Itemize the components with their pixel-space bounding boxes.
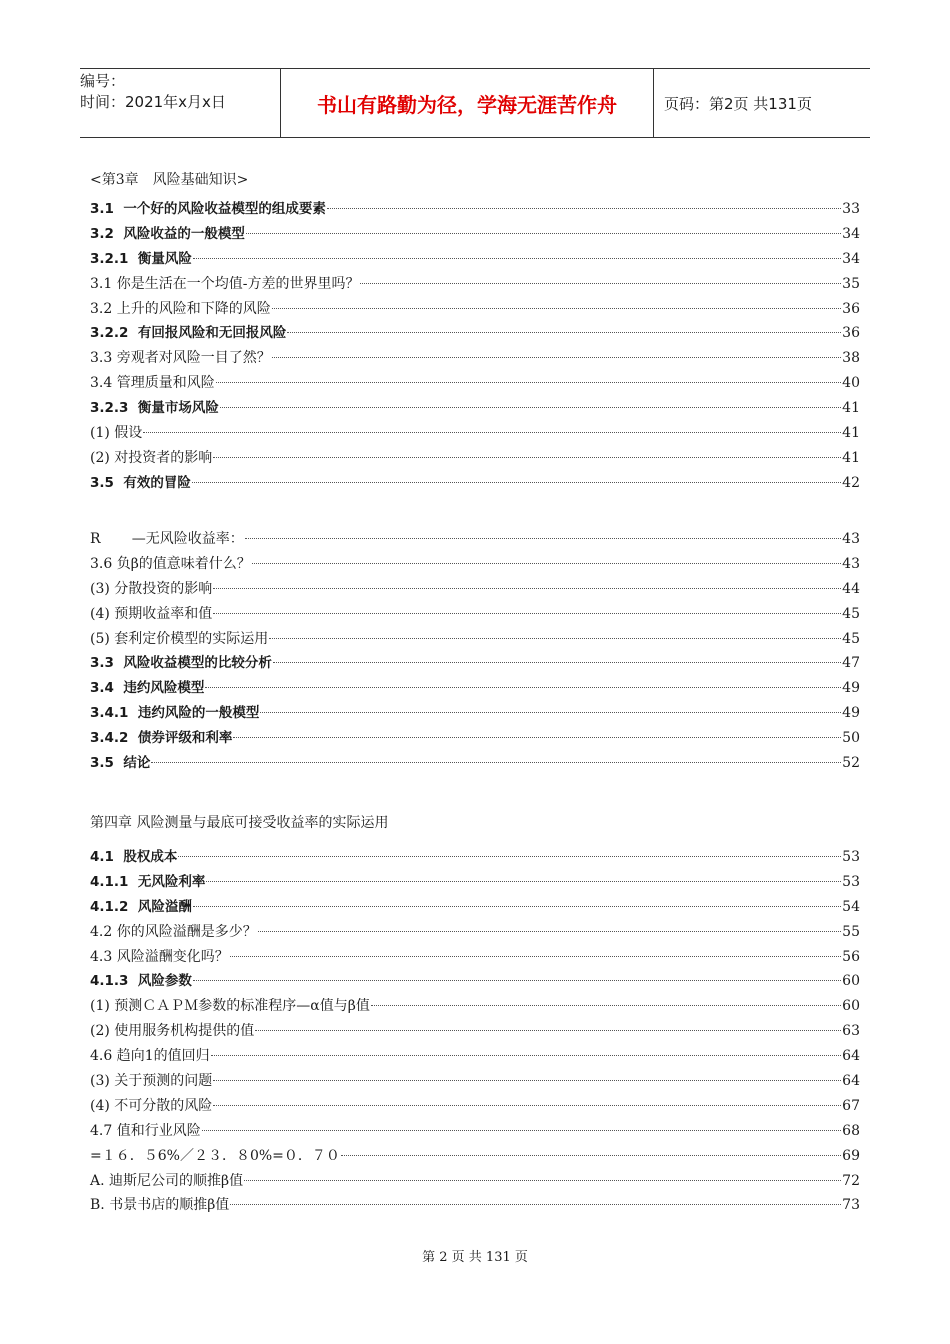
toc-entry-title: 3.5 结论 [90, 755, 151, 772]
toc-entry-title: (5) 套利定价模型的实际运用 [90, 630, 269, 647]
toc-entry[interactable] [90, 346, 860, 371]
toc-entry-page: 38 [842, 350, 860, 367]
toc-entry-title: (4) 不可分散的风险 [90, 1097, 213, 1114]
toc-entry-page: 60 [842, 973, 860, 990]
page-number-label: 页码：第2页 共131页 [664, 94, 812, 113]
dot-leader [272, 357, 841, 358]
dot-leader [202, 1130, 841, 1131]
toc-entry-page: 63 [842, 1023, 860, 1040]
toc-section-3 [90, 168, 860, 496]
dot-leader [360, 283, 841, 284]
toc-entry-title: 3.3 风险收益模型的比较分析 [90, 655, 272, 672]
motto: 书山有路勤为径，学海无涯苦作舟 [280, 69, 654, 137]
toc-entry-page: 44 [842, 580, 860, 597]
dot-leader [233, 737, 841, 738]
toc-entry-title: 3.4.1 违约风险的一般模型 [90, 705, 260, 722]
toc-entry-title: 3.4.2 债券评级和利率 [90, 730, 233, 747]
toc-entry[interactable] [90, 272, 860, 297]
toc-entry-page: 54 [842, 898, 860, 915]
toc-entry[interactable] [90, 396, 860, 421]
toc-list [90, 845, 860, 1218]
dot-leader [206, 881, 841, 882]
toc-entry-page: 64 [842, 1073, 860, 1090]
toc-entry-page: 45 [842, 630, 860, 647]
toc-entry[interactable] [90, 969, 860, 994]
toc-entry-page: 34 [842, 225, 860, 242]
toc-entry-title: (2) 对投资者的影响 [90, 449, 213, 466]
toc-entry[interactable] [90, 1169, 860, 1194]
dot-leader [230, 1204, 841, 1205]
dot-leader [213, 613, 841, 614]
dot-leader [246, 233, 841, 234]
toc-entry[interactable] [90, 1044, 860, 1069]
toc-entry-page: 33 [842, 201, 860, 217]
toc-entry[interactable] [90, 627, 860, 652]
toc-entry-title: 3.2.1 衡量风险 [90, 250, 192, 267]
toc-entry-title: 4.1.3 风险参数 [90, 973, 192, 990]
toc-entry[interactable] [90, 421, 860, 446]
toc-list [90, 197, 860, 496]
toc-entry-page: 60 [842, 998, 860, 1015]
toc-entry-page: 52 [842, 755, 860, 772]
chapter-heading: <第3章 风险基础知识> [90, 172, 249, 188]
toc-entry[interactable] [90, 870, 860, 895]
toc-entry[interactable] [90, 247, 860, 272]
toc-entry[interactable] [90, 1094, 860, 1119]
dot-leader [230, 956, 841, 957]
toc-entry-title: R —无风险收益率： [90, 531, 244, 547]
toc-entry-page: 56 [842, 948, 860, 965]
toc-entry-title: 3.3 旁观者对风险一目了然？ [90, 350, 271, 367]
toc-entry-title: 3.1 一个好的风险收益模型的组成要素 [90, 201, 326, 217]
dot-leader [245, 538, 841, 539]
chapter-heading: 第四章 风险测量与最底可接受收益率的实际运用 [90, 815, 389, 831]
toc-entry-page: 53 [842, 849, 860, 865]
toc-entry-title: 4.7 值和行业风险 [90, 1122, 201, 1139]
toc-entry-title: 3.2 上升的风险和下降的风险 [90, 300, 271, 317]
toc-entry-page: 67 [842, 1097, 860, 1114]
toc-entry[interactable] [90, 552, 860, 577]
dot-leader [272, 308, 841, 309]
toc-entry-page: 42 [842, 474, 860, 491]
toc-section-3-continued [90, 527, 860, 776]
toc-entry-page: 64 [842, 1048, 860, 1065]
header-meta [80, 69, 280, 137]
toc-entry[interactable] [90, 1119, 860, 1144]
toc-entry-page: 45 [842, 605, 860, 622]
toc-entry-page: 41 [842, 400, 860, 417]
dot-leader [143, 432, 841, 433]
toc-entry-title: 4.1.1 无风险利率 [90, 873, 206, 890]
toc-entry[interactable] [90, 321, 860, 346]
page-footer: 第 2 页 共 131 页 [422, 1250, 528, 1265]
toc-entry-title: (2) 使用服务机构提供的值 [90, 1023, 255, 1040]
toc-entry[interactable] [90, 297, 860, 322]
dot-leader [341, 1155, 841, 1156]
toc-entry-title: 3.6 负β的值意味着什么？ [90, 555, 251, 572]
toc-entry-page: 72 [842, 1172, 860, 1189]
toc-entry-page: 50 [842, 730, 860, 747]
toc-entry-title: 4.6 趋向1的值回归 [90, 1048, 210, 1065]
toc-entry-page: 43 [842, 555, 860, 572]
toc-entry[interactable] [90, 701, 860, 726]
toc-entry-title: (4) 预期收益率和值 [90, 605, 213, 622]
dot-leader [273, 662, 841, 663]
toc-entry-title: A. 迪斯尼公司的顺推β值 [90, 1172, 244, 1189]
toc-entry[interactable] [90, 651, 860, 676]
dot-leader [151, 762, 841, 763]
dot-leader [371, 1005, 841, 1006]
dot-leader [211, 1055, 842, 1056]
toc-entry-title: 4.3 风险溢酬变化吗？ [90, 948, 229, 965]
toc-entry[interactable] [90, 1193, 860, 1218]
toc-entry[interactable] [90, 577, 860, 602]
toc-entry-page: 55 [842, 923, 860, 940]
toc-entry-title: (1) 假设 [90, 425, 143, 442]
date-label: 时间：2021年x月x日 [80, 93, 226, 111]
toc-entry-page: 36 [842, 325, 860, 342]
dot-leader [216, 382, 841, 383]
toc-entry-page: 47 [842, 655, 860, 672]
toc-entry-page: 73 [842, 1197, 860, 1214]
dot-leader [269, 638, 841, 639]
toc-entry-title: 4.2 你的风险溢酬是多少？ [90, 923, 257, 940]
toc-entry[interactable] [90, 602, 860, 627]
dot-leader [213, 1105, 841, 1106]
toc-entry-title: 3.2.2 有回报风险和无回报风险 [90, 325, 287, 342]
dot-leader [213, 457, 841, 458]
toc-entry[interactable] [90, 676, 860, 701]
dot-leader [255, 1030, 841, 1031]
toc-entry[interactable] [90, 751, 860, 776]
toc-entry[interactable] [90, 446, 860, 471]
toc-entry[interactable] [90, 371, 860, 396]
toc-entry-page: 49 [842, 705, 860, 722]
toc-entry-title: 3.2.3 衡量市场风险 [90, 400, 219, 417]
toc-entry-page: 41 [842, 425, 860, 442]
toc-entry-title: (1) 预测ＣＡＰＭ参数的标准程序—α值与β值 [90, 998, 370, 1015]
toc-entry[interactable] [90, 726, 860, 751]
dot-leader [287, 332, 841, 333]
toc-entry[interactable] [90, 994, 860, 1019]
toc-entry[interactable] [90, 945, 860, 970]
toc-entry-page: 69 [842, 1147, 860, 1164]
page-header [80, 68, 870, 138]
dot-leader [260, 712, 841, 713]
toc-entry[interactable] [90, 222, 860, 247]
toc-entry-page: 35 [842, 275, 860, 292]
dot-leader [327, 208, 841, 209]
dot-leader [193, 980, 841, 981]
toc-entry[interactable] [90, 527, 860, 552]
toc-entry-title: 3.4 违约风险模型 [90, 680, 205, 697]
dot-leader [244, 1180, 841, 1181]
toc-section-4 [90, 811, 860, 1218]
toc-entry-title: B. 书景书店的顺推β值 [90, 1197, 230, 1214]
toc-entry[interactable] [90, 895, 860, 920]
dot-leader [205, 687, 841, 688]
toc-entry[interactable] [90, 1144, 860, 1169]
toc-entry[interactable] [90, 1069, 860, 1094]
dot-leader [220, 407, 841, 408]
toc-entry-page: 49 [842, 680, 860, 697]
dot-leader [193, 906, 841, 907]
toc-entry-title: =１６．５6%／２３．８0%=０．７０ [90, 1147, 340, 1164]
toc-entry-title: 3.4 管理质量和风险 [90, 375, 215, 392]
dot-leader [213, 588, 841, 589]
toc-entry[interactable] [90, 845, 860, 870]
number-label: 编号： [80, 72, 126, 90]
toc-entry-title: (3) 关于预测的问题 [90, 1073, 213, 1090]
toc-entry[interactable] [90, 920, 860, 945]
dot-leader [178, 856, 841, 857]
dot-leader [192, 482, 841, 483]
dot-leader [258, 931, 841, 932]
toc-entry-page: 40 [842, 375, 860, 392]
toc-entry-title: 3.1 你是生活在一个均值-方差的世界里吗？ [90, 275, 360, 292]
toc-entry-title: 4.1.2 风险溢酬 [90, 898, 192, 915]
toc-entry-title: (3) 分散投资的影响 [90, 580, 213, 597]
toc-entry-page: 36 [842, 300, 860, 317]
dot-leader [252, 563, 841, 564]
toc-entry-title: 3.2 风险收益的一般模型 [90, 225, 245, 242]
toc-entry-page: 41 [842, 449, 860, 466]
toc-entry[interactable] [90, 1019, 860, 1044]
toc-entry-page: 43 [842, 531, 860, 547]
toc-list [90, 527, 860, 776]
toc-entry-page: 53 [842, 873, 860, 890]
toc-entry-title: 4.1 股权成本 [90, 849, 178, 865]
toc-entry-page: 34 [842, 250, 860, 267]
dot-leader [193, 258, 841, 259]
toc-entry-page: 68 [842, 1122, 860, 1139]
toc-entry-title: 3.5 有效的冒险 [90, 474, 191, 491]
toc-entry[interactable] [90, 471, 860, 496]
dot-leader [213, 1080, 841, 1081]
toc-entry[interactable] [90, 197, 860, 222]
